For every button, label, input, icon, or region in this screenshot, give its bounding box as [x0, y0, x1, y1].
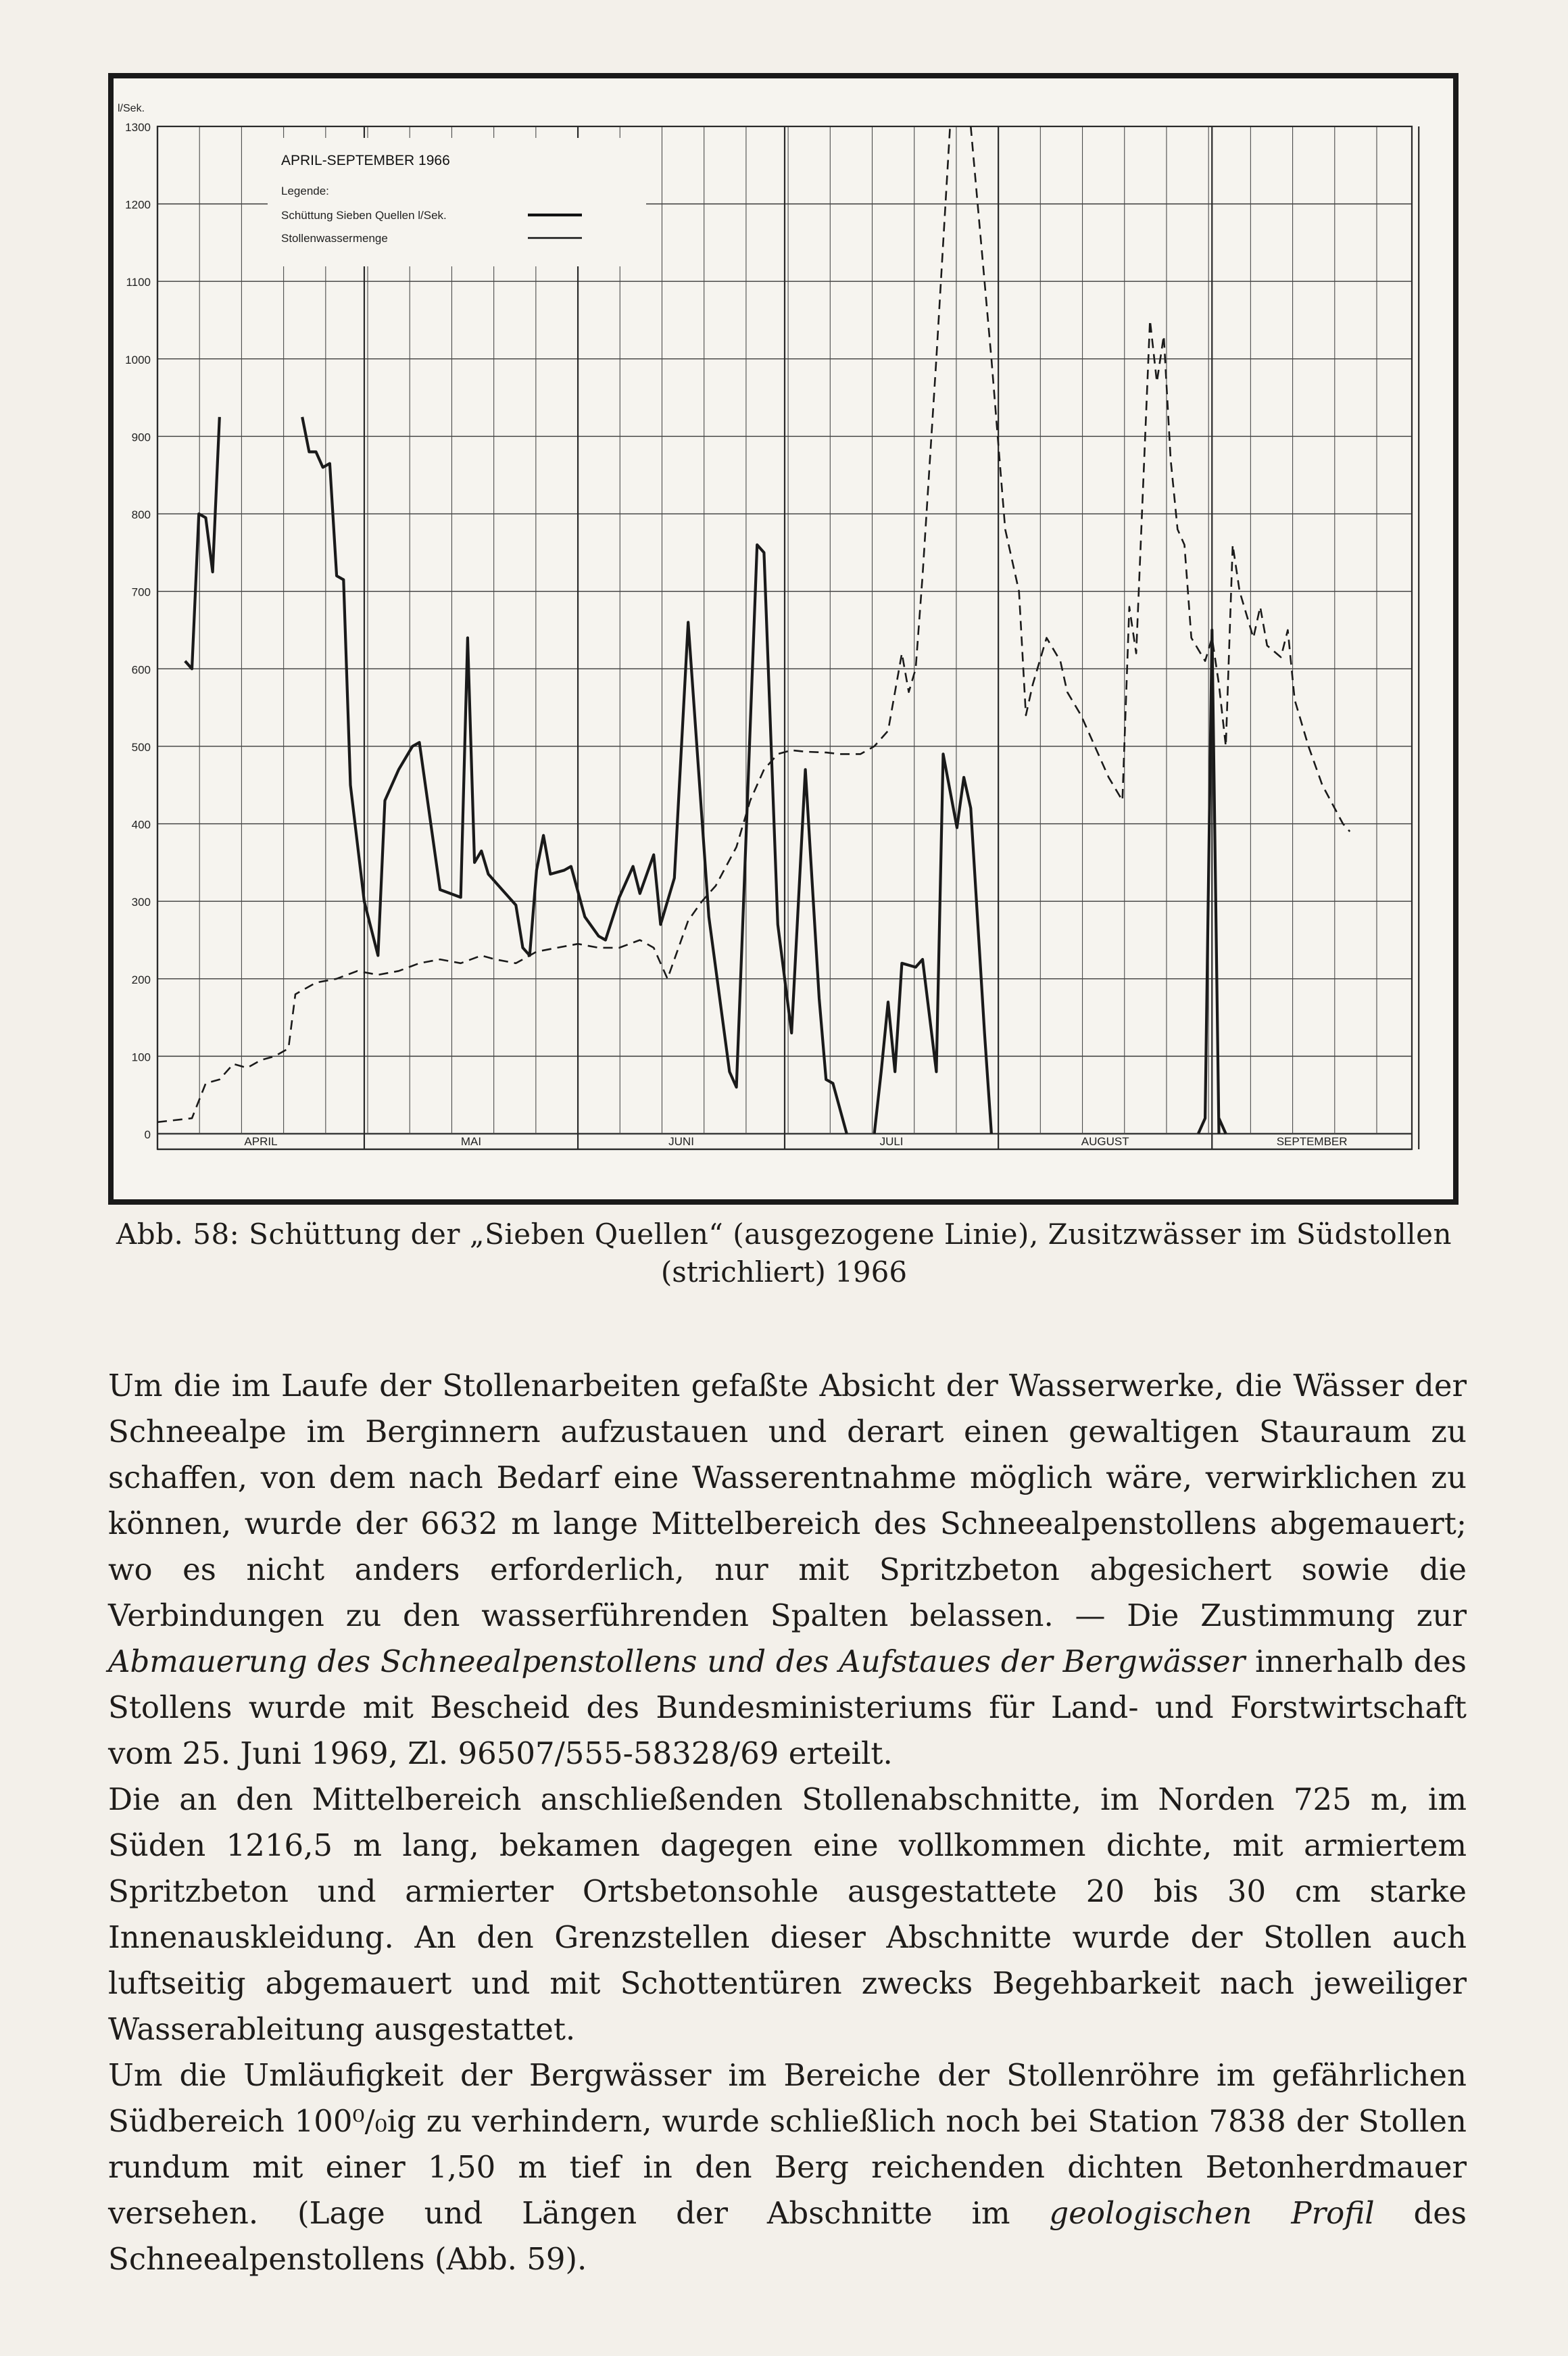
series-stollenwasser-line	[157, 126, 950, 1122]
paragraph-1	[108, 1363, 1467, 1777]
paragraph-3-emphasis: geologischen Profil	[1049, 2195, 1375, 2231]
series-sieben-quellen-line	[185, 417, 220, 669]
paragraph-2: Die an den Mittelbereich anschließenden Stollenabschnitte, im Norden 725 m, im Süden 1216,5 m lang, bekamen dagegen eine vollkommen dichte, mit armiertem Spritzbeton und armierter Ortsbetonsohle ausgestattete 20 bis 30 cm starke Innenauskleidung. An den Grenzstellen dieser Abschnitte wurde der Stollen auch luftseitig abgemauert und mit Schottentüren zwecks Begehbarkeit nach jeweiliger Wasserableitung ausgestattet.	[108, 1781, 1467, 2047]
paragraph-1-part-a: Um die im Laufe der Stollenarbeiten gefaßte Absicht der Wasserwerke, die Wässer der Schneealpe im Berginnern aufzustauen und derart einen gewaltigen Stauraum zu schaffen, von dem nach Bedarf eine Wasserentnahme möglich wäre, verwirklichen zu können, wurde der 6632 m lange Mittelbereich des Schneealpenstollens abgemauert; wo es nicht anders erforderlich, nur mit Spritzbeton abgesichert sowie die Verbindungen zu den wasserführenden Spalten belassen. — Die Zustimmung zur	[108, 1368, 1467, 1633]
paragraph-3-part-a: Um die Umläufigkeit der Bergwässer im Bereiche der Stollenröhre im gefährlichen Südbereich 100⁰/₀ig zu verhindern, wurde schließlich noch bei Station 7838 der Stollen rundum mit einer 1,50 m tief in den Berg reichenden dichten Betonherdmauer versehen. (Lage und Längen der Abschnitte im	[108, 2057, 1467, 2231]
month-label: JULI	[879, 1135, 904, 1148]
y-tick-label: 300	[131, 896, 151, 909]
month-label: SEPTEMBER	[1276, 1135, 1348, 1148]
series-sieben-quellen-line	[875, 754, 991, 1134]
paragraph-1-part-b: innerhalb des Stollens wurde mit Bescheid des Bundesministeriums für Land- und Forstwirtschaft vom 25. Juni 1969, Zl. 96507/555-58328/69 erteilt.	[108, 1643, 1467, 1771]
legend-entry-label: Schüttung Sieben Quellen l/Sek.	[281, 209, 447, 222]
legend-entry-label: Stollenwassermenge	[281, 232, 388, 245]
paragraph-1-emphasis: Abmauerung des Schneealpenstollens und des Aufstaues der Bergwässer	[108, 1643, 1246, 1679]
y-tick-label: 1100	[126, 276, 151, 289]
figure-caption	[108, 1216, 1460, 1291]
month-label: MAI	[460, 1135, 482, 1148]
month-label: AUGUST	[1081, 1135, 1129, 1148]
y-tick-label: 200	[131, 973, 151, 986]
legend-title: Legende:	[281, 185, 329, 197]
y-tick-label: 1300	[125, 121, 151, 134]
caption-line-1: Abb. 58: Schüttung der „Sieben Quellen“ (ausgezogene Linie), Zusitzwässer im Südstollen	[116, 1218, 1452, 1251]
y-tick-label: 500	[131, 740, 151, 754]
month-label: APRIL	[244, 1135, 278, 1148]
y-tick-label: 1000	[125, 353, 151, 366]
paragraph-3-part-b: des Schneealpenstollens (Abb. 59).	[108, 2195, 1467, 2277]
series-sieben-quellen-line	[302, 417, 847, 1134]
month-label: JUNI	[668, 1135, 694, 1148]
y-tick-label: 0	[144, 1128, 151, 1141]
y-tick-label: 600	[131, 663, 151, 677]
chart-title: APRIL-SEPTEMBER 1966	[281, 153, 450, 168]
body-text	[108, 1363, 1467, 2282]
y-tick-label: 800	[131, 508, 151, 522]
paragraph-3	[108, 2052, 1467, 2282]
figure-frame	[108, 73, 1459, 1205]
y-tick-label: 400	[131, 818, 151, 832]
caption-line-2: (strichliert) 1966	[660, 1255, 908, 1289]
y-tick-label: 1200	[125, 198, 151, 212]
y-tick-label: 100	[131, 1051, 151, 1064]
discharge-chart	[114, 78, 1453, 1199]
y-tick-label: 700	[131, 585, 151, 599]
y-tick-label: 900	[131, 431, 151, 444]
y-axis-unit: l/Sek.	[118, 103, 145, 114]
